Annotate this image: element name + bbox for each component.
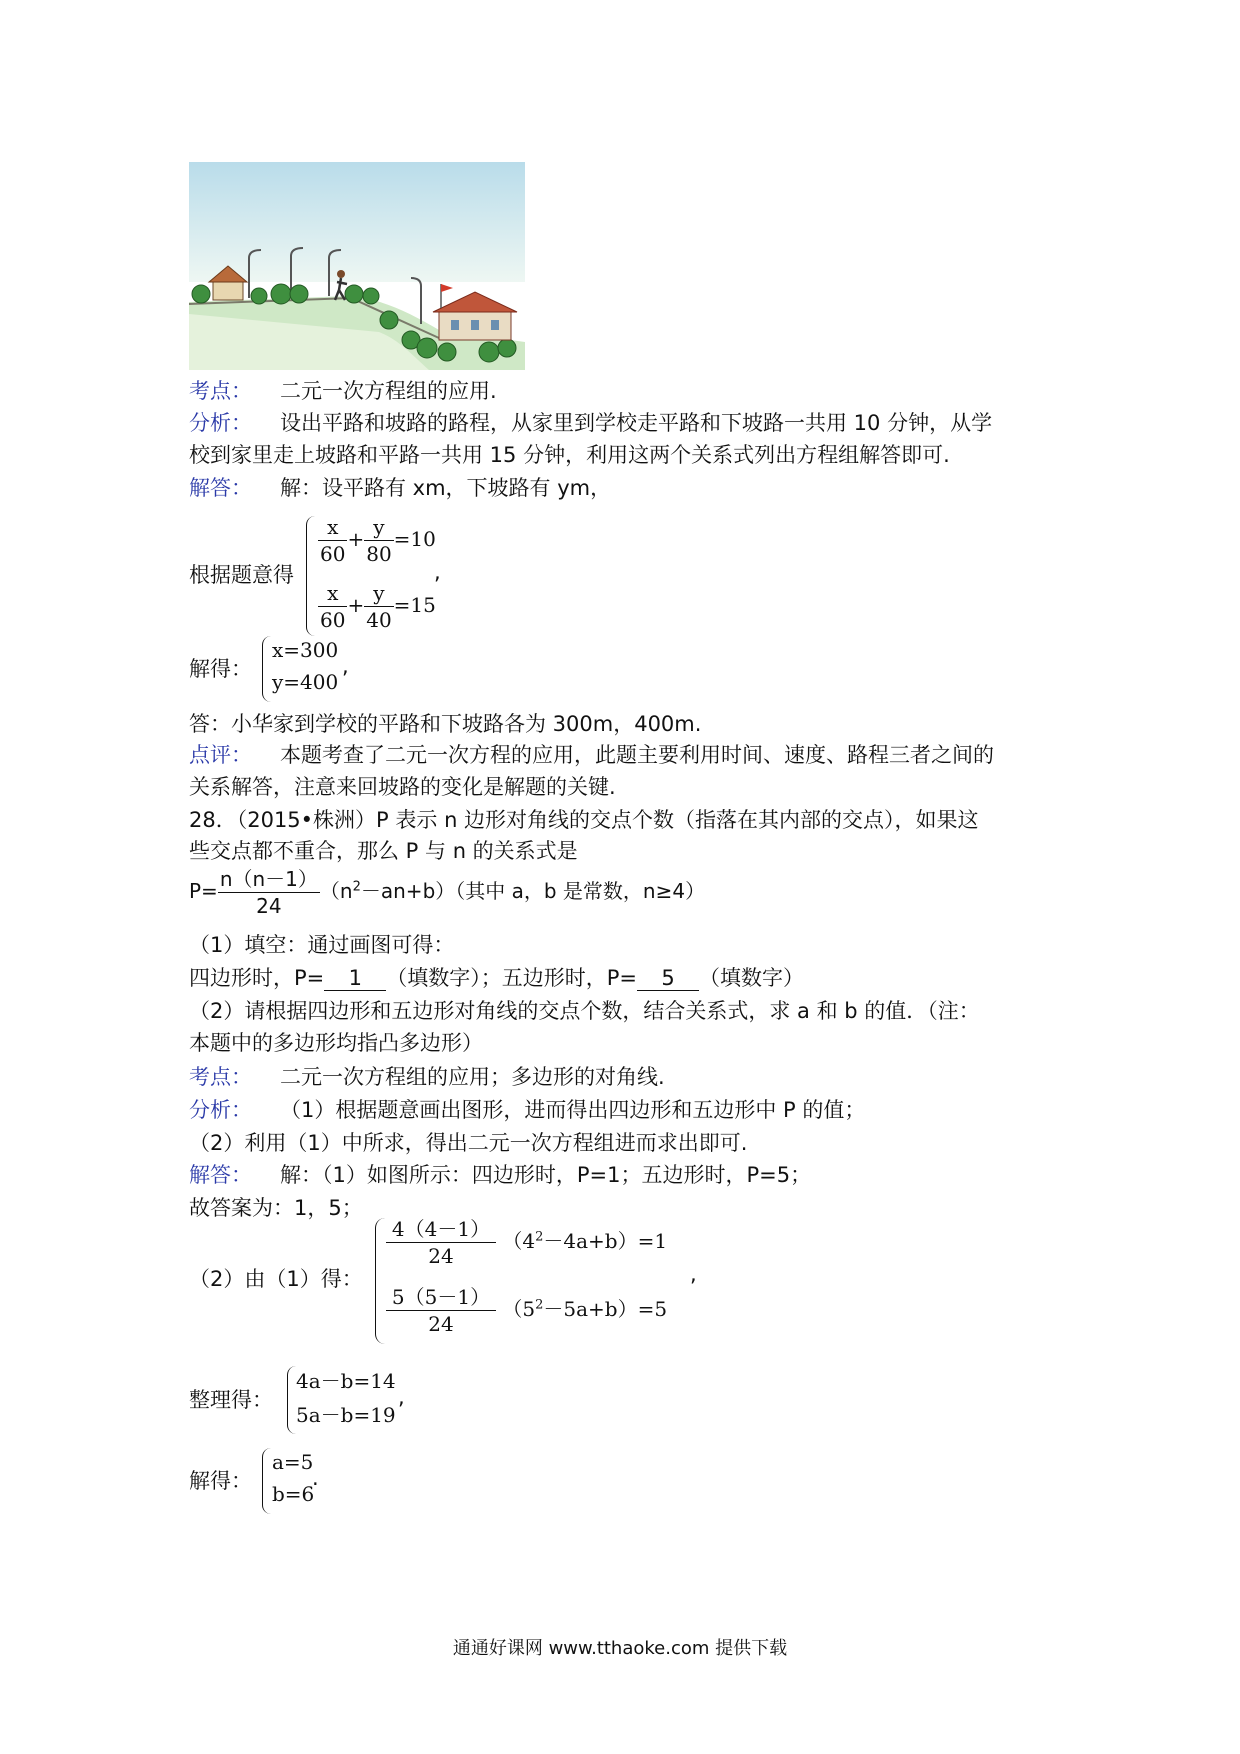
- genju-label: 根据题意得: [189, 563, 294, 587]
- q28-fill: 四边形时，P= 1 （填数字）；五边形时，P= 5 （填数字）: [189, 966, 805, 990]
- q28-fenxi-2: （2）利用（1）中所求，得出二元一次方程组进而求出即可.: [189, 1131, 748, 1155]
- fenxi-row-2: 分析： （1）根据题意画出图形，进而得出四边形和五边形中 P 的值；: [189, 1098, 866, 1122]
- q28-formula: P= $\frac{n(n-1)}{24}$ $(n^2-an+b)$（其中 a，b 是常数，n≥4）: [189, 867, 706, 918]
- dianping-text-2: 关系解答，注意来回坡路的变化是解题的关键.: [189, 775, 616, 799]
- jieda-text: 解：设平路有 xm，下坡路有 ym，: [280, 476, 612, 500]
- part2-lead: （2）由（1）得：: [189, 1267, 363, 1291]
- footer-text: 通通好课网 www.tthaoke.com 提供下载: [452, 1638, 788, 1659]
- landscape-picture: [189, 162, 525, 370]
- sys1-eq1: $\frac{x}{60}$ + $\frac{y}{80}$ =10: [320, 515, 436, 566]
- jieda-label: 解答：: [189, 476, 252, 500]
- sys1-comma: ,: [434, 560, 441, 584]
- q28-part1: （1）填空：通过画图可得：: [189, 933, 455, 957]
- kaodian-label: 考点：: [189, 379, 252, 403]
- q28-stem-2: 些交点都不重合，那么 P 与 n 的关系式是: [189, 839, 578, 863]
- sys3-comma: ,: [398, 1385, 405, 1409]
- sol1: x=300 y=400: [272, 638, 339, 694]
- jieda-row-1: [189, 473, 611, 503]
- q28-stem-1: 28．（2015•株洲）P 表示 n 边形对角线的交点个数（指落在其内部的交点），如果这: [189, 808, 979, 832]
- guda-text: 故答案为：1，5；: [189, 1196, 363, 1220]
- fenxi-text-1: 设出平路和坡路的路程，从家里到学校走平路和下坡路一共用 10 分钟，从学: [280, 411, 993, 435]
- brace-sys1: [306, 516, 315, 636]
- fenxi-label: 分析：: [189, 411, 252, 435]
- q28-part2-2: 本题中的多边形均指凸多边形）: [189, 1031, 483, 1055]
- fill-blank-1: 1: [324, 966, 386, 991]
- fenxi-row-1: [189, 408, 992, 438]
- dianping-text-1: 本题考查了二元一次方程的应用，此题主要利用时间、速度、路程三者之间的: [280, 743, 994, 767]
- sys4: a=5 b=6: [272, 1450, 315, 1506]
- answer-text: 答：小华家到学校的平路和下坡路各为 300m，400m.: [189, 712, 702, 736]
- dianping-label: 点评：: [189, 743, 252, 767]
- jiede-label-2: 解得：: [189, 1469, 252, 1493]
- dianping-row-1: [189, 740, 994, 770]
- kaodian-row-2: 考点： 二元一次方程组的应用；多边形的对角线.: [189, 1065, 665, 1089]
- sys2-comma: ,: [690, 1262, 697, 1286]
- sys4-period: .: [312, 1466, 319, 1490]
- q28-part2-1: （2）请根据四边形和五边形对角线的交点个数，结合关系式，求 a 和 b 的值．（注：: [189, 999, 980, 1023]
- sys2-eq1: $\frac{4(4-1)}{24}$ $(4^2-4a+b)=1$: [386, 1216, 667, 1269]
- sol1-comma: ,: [342, 654, 349, 678]
- brace-sys2: [375, 1218, 386, 1344]
- jieda-row-2: 解答： 解：（1）如图所示：四边形时，P=1；五边形时，P=5；: [189, 1163, 812, 1187]
- kaodian-row-1: [189, 376, 497, 406]
- sys3: 4a－b=14 5a－b=19: [296, 1369, 396, 1427]
- brace-sys4: [262, 1448, 271, 1514]
- fenxi-text-2: 校到家里走上坡路和平路一共用 15 分钟，利用这两个关系式列出方程组解答即可.: [189, 443, 950, 467]
- brace-sol1: [262, 636, 271, 702]
- sys1-eq2: $\frac{x}{60}$ + $\frac{y}{40}$ =15: [320, 581, 436, 632]
- sys2-eq2: $\frac{5(5-1)}{24}$ $(5^2-5a+b)=5$: [386, 1284, 667, 1337]
- brace-sys3: [287, 1366, 296, 1434]
- jiede-label-1: 解得：: [189, 657, 252, 681]
- fill-blank-2: 5: [637, 966, 699, 991]
- kaodian-text: 二元一次方程组的应用.: [280, 379, 497, 403]
- zhengli-label: 整理得：: [189, 1388, 273, 1412]
